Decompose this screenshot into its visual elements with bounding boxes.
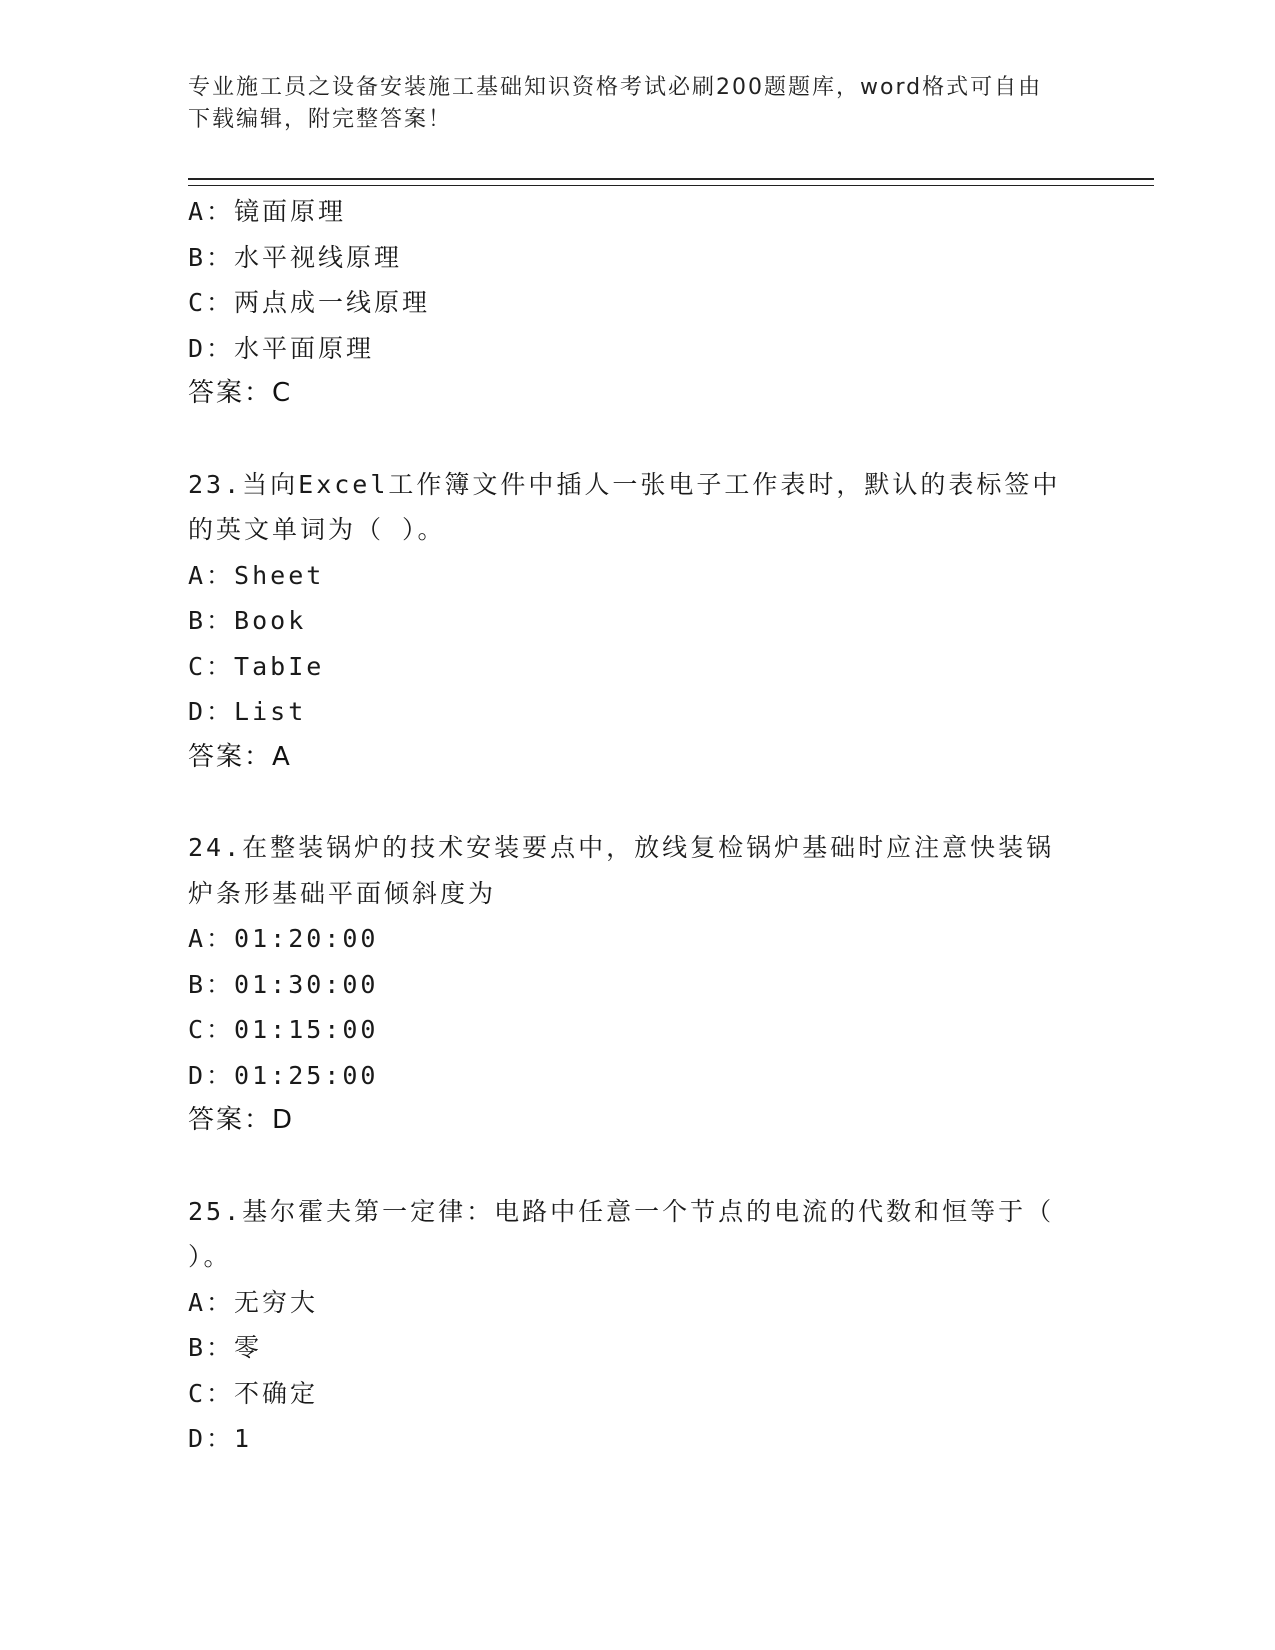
header-divider	[188, 178, 1154, 186]
option-b: B：水平视线原理	[188, 242, 403, 272]
question-list	[188, 189, 1088, 1462]
option-a: A：无穷大	[188, 1287, 319, 1317]
option-a: A：Sheet	[188, 560, 325, 590]
option-c: C：01:15:00	[188, 1015, 379, 1044]
question-text-cont: 的英文单词为（ ）。	[188, 515, 446, 544]
option-c: C：TabIe	[188, 651, 325, 681]
option-d: D：List	[188, 697, 307, 726]
question-block-22	[188, 189, 1088, 417]
option-a: A：01:20:00	[188, 924, 379, 953]
document-header	[188, 72, 1068, 136]
answer-line: 答案：D	[188, 1105, 295, 1135]
question-block-24	[188, 825, 1088, 1144]
option-a: A：镜面原理	[188, 197, 347, 226]
question-block-23	[188, 462, 1088, 781]
option-d: D：水平面原理	[188, 333, 375, 363]
option-d: D：01:25:00	[188, 1060, 379, 1090]
option-b: B：01:30:00	[188, 969, 379, 999]
header-line-2: 下载编辑，附完整答案！	[188, 107, 453, 132]
option-b: B：Book	[188, 606, 307, 635]
option-b: B：零	[188, 1333, 263, 1362]
question-text: 24.在整装锅炉的技术安装要点中，放线复检锅炉基础时应注意快装锅	[188, 833, 1055, 862]
header-line-1: 专业施工员之设备安装施工基础知识资格考试必刷200题题库，word格式可自由	[188, 75, 1043, 100]
answer-line: 答案：C	[188, 378, 293, 408]
option-d: D：1	[188, 1424, 253, 1453]
option-c: C：不确定	[188, 1378, 319, 1408]
question-text-cont: 炉条形基础平面倾斜度为	[188, 878, 497, 908]
question-block-25	[188, 1189, 1088, 1462]
question-text: 25.基尔霍夫第一定律：电路中任意一个节点的电流的代数和恒等于（	[188, 1196, 1055, 1226]
question-text-cont: ）。	[188, 1242, 232, 1271]
answer-line: 答案：A	[188, 741, 292, 772]
option-c: C：两点成一线原理	[188, 288, 431, 317]
question-text: 23.当向Excel工作簿文件中插人一张电子工作表时，默认的表标签中	[188, 469, 1061, 499]
